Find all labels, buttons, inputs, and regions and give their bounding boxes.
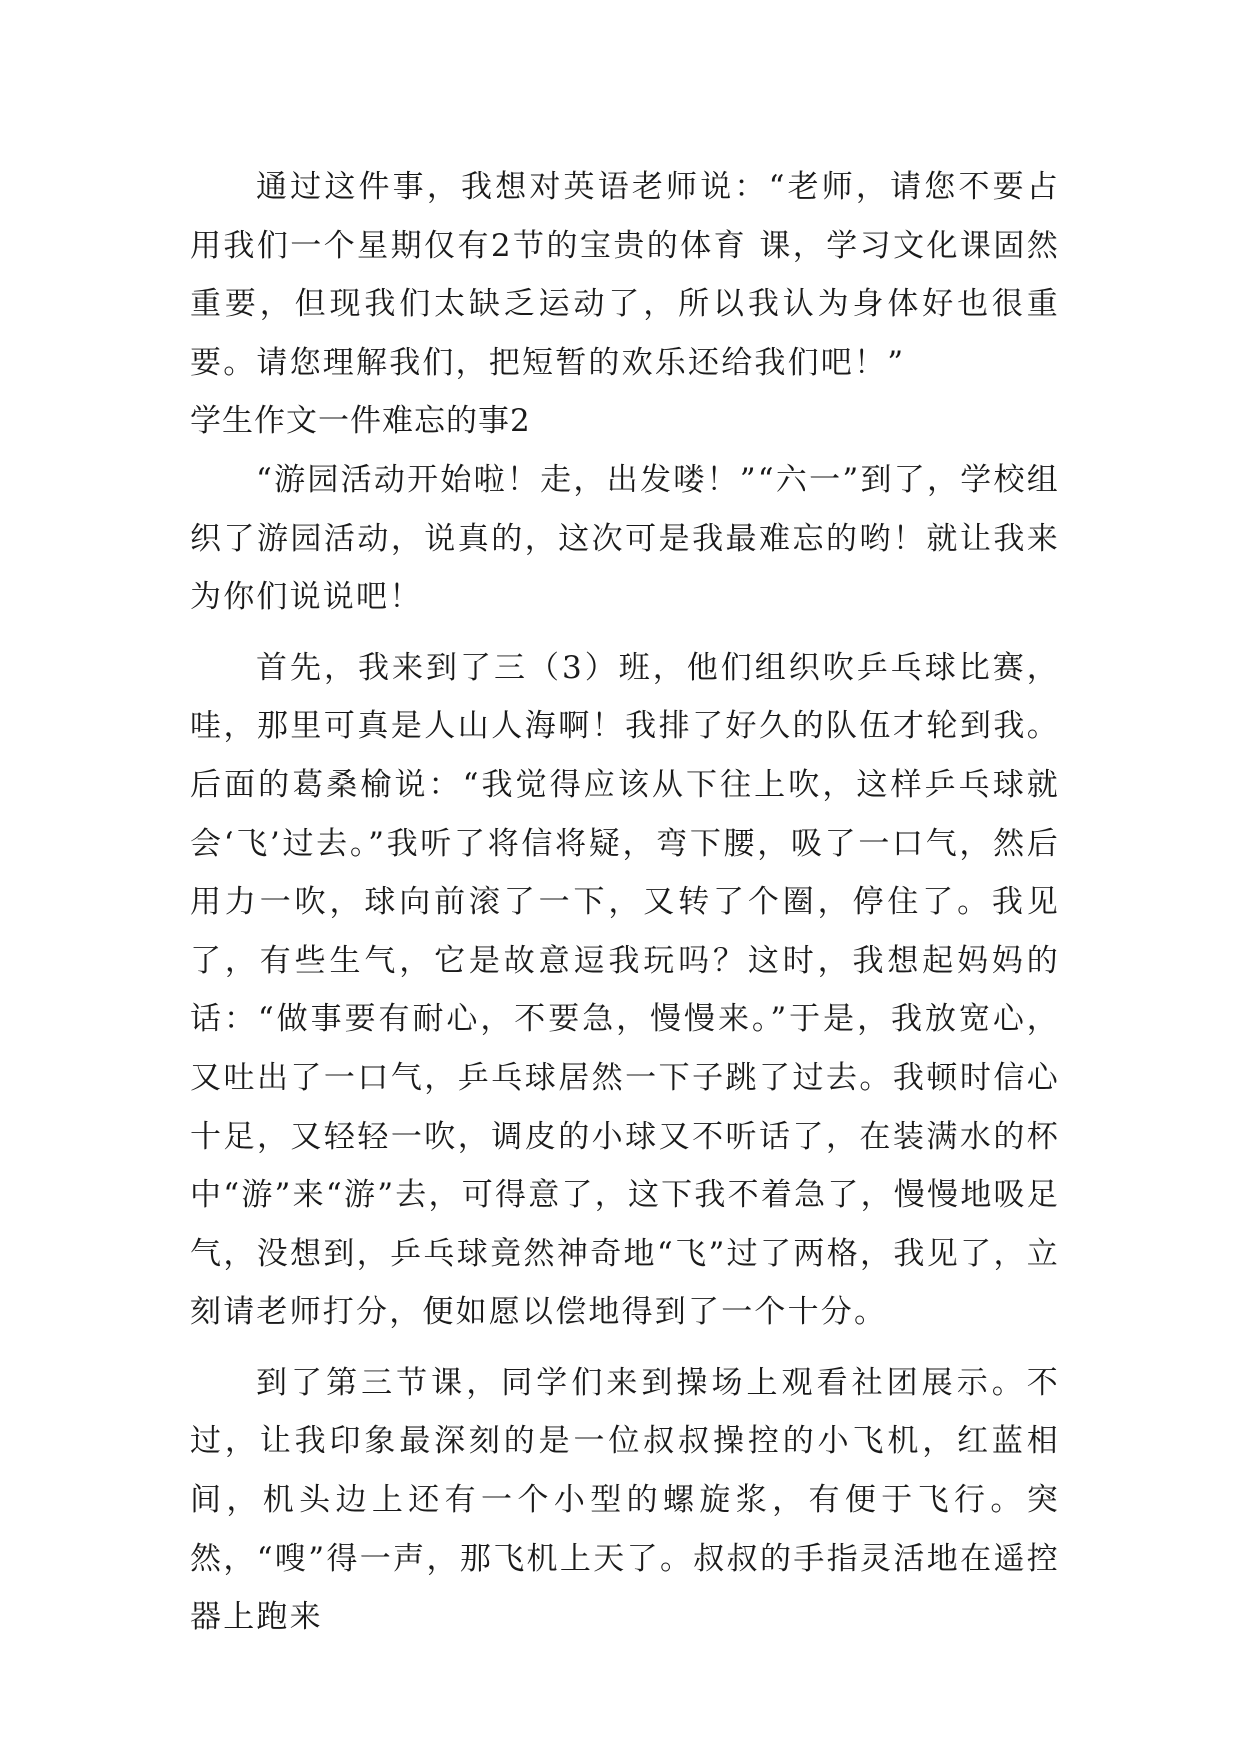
essay-title: 学生作文一件难忘的事2 [190,403,531,440]
paragraph-spacer [190,627,1060,639]
paragraph-intro: “游园活动开始啦！走，出发喽！”“六一”到了，学校组织了游园活动，说真的，这次可是我最难忘的哟！就让我来为你们说说吧！ [190,461,1060,616]
paragraph-spacer [190,1342,1060,1354]
paragraph-ping-pong: 首先，我来到了三（3）班，他们组织吹乒乓球比赛，哇，那里可真是人山人海啊！我排了好久的队伍才轮到我。后面的葛桑榆说：“我觉得应该从下往上吹，这样乒乓球就会‘飞’过去。”我听了将信将疑，弯下腰，吸了一口气，然后用力一吹，球向前滚了一下，又转了个圈，停住了。我见了，有些生气，它是故意逗我玩吗？这时，我想起妈妈的话：“做事要有耐心，不要急，慢慢来。”于是，我放宽心，又吐出了一口气，乒乓球居然一下子跳了过去。我顿时信心十足，又轻轻一吹，调皮的小球又不听话了，在装满水的杯中“游”来“游”去，可得意了，这下我不着急了，慢慢地吸足气，没想到，乒乓球竟然神奇地“飞”过了两格，我见了，立刻请老师打分，便如愿以偿地得到了一个十分。 [190,649,1060,1331]
paragraph-closing-message: 通过这件事，我想对英语老师说：“老师，请您不要占用我们一个星期仅有2节的宝贵的体育 课，学习文化课固然重要，但现我们太缺乏运动了，所以我认为身体好也很重要。请您理解我们，把短暂的欢乐还给我们吧！” [190,169,1060,381]
document-body [190,158,1060,1647]
paragraph-airplane: 到了第三节课，同学们来到操场上观看社团展示。不过，让我印象最深刻的是一位叔叔操控的小飞机，红蓝相间，机头边上还有一个小型的螺旋浆，有便于飞行。突然，“嗖”得一声，那飞机上天了。叔叔的手指灵活地在遥控器上跑来 [190,1364,1060,1636]
